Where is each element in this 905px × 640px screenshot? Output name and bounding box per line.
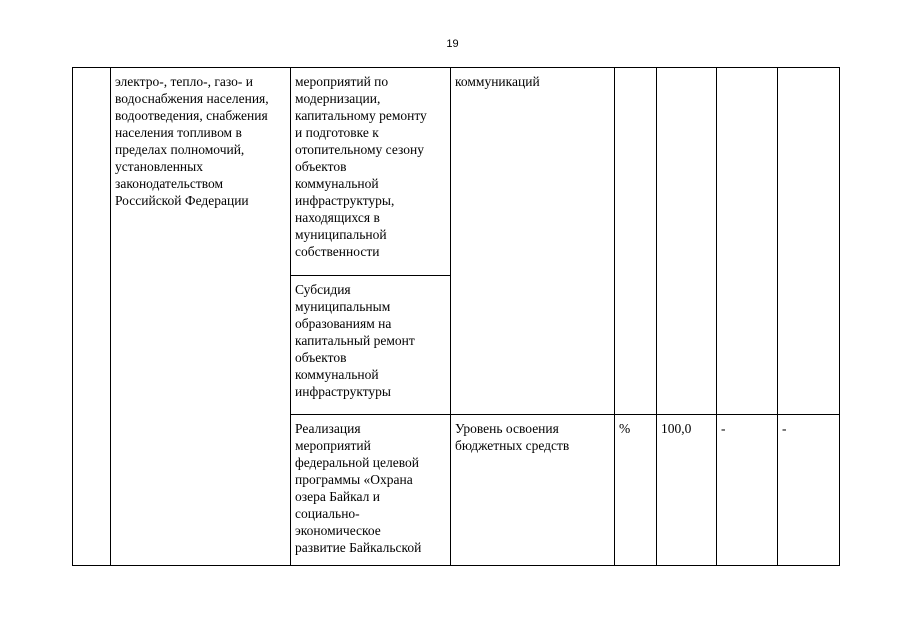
year2-cell — [717, 68, 778, 415]
measure-cell-modernization: мероприятий по модернизации, капитальному ремонту и подготовке к отопительному сезону объектов коммунальной инфраструктуры, находящихся в муниципальной собственности — [291, 68, 451, 276]
authority-cell: электро-, тепло-, газо- и водоснабжения населения, водоотведения, снабжения населения топливом в пределах полномочий, установленных законодательством Российской Федерации — [111, 68, 291, 566]
unit-cell-percent: % — [615, 415, 657, 566]
year3-cell-dash: - — [778, 415, 840, 566]
year2-cell-dash: - — [717, 415, 778, 566]
measure-cell-subsidy: Субсидия муниципальным образованиям на капитальный ремонт объектов коммунальной инфраструктуры — [291, 276, 451, 415]
measure-cell-baikal: Реализация мероприятий федеральной целевой программы «Охрана озера Байкал и социально- экономическое развитие Байкальской — [291, 415, 451, 566]
year3-cell — [778, 68, 840, 415]
page-number: 19 — [446, 38, 459, 50]
table-row — [73, 68, 840, 276]
indicator-cell-budget: Уровень освоения бюджетных средств — [451, 415, 615, 566]
value-cell — [657, 68, 717, 415]
index-cell — [73, 68, 111, 566]
unit-cell — [615, 68, 657, 415]
value-cell-100: 100,0 — [657, 415, 717, 566]
indicator-cell-communications: коммуникаций — [451, 68, 615, 415]
indicators-table — [72, 67, 840, 566]
